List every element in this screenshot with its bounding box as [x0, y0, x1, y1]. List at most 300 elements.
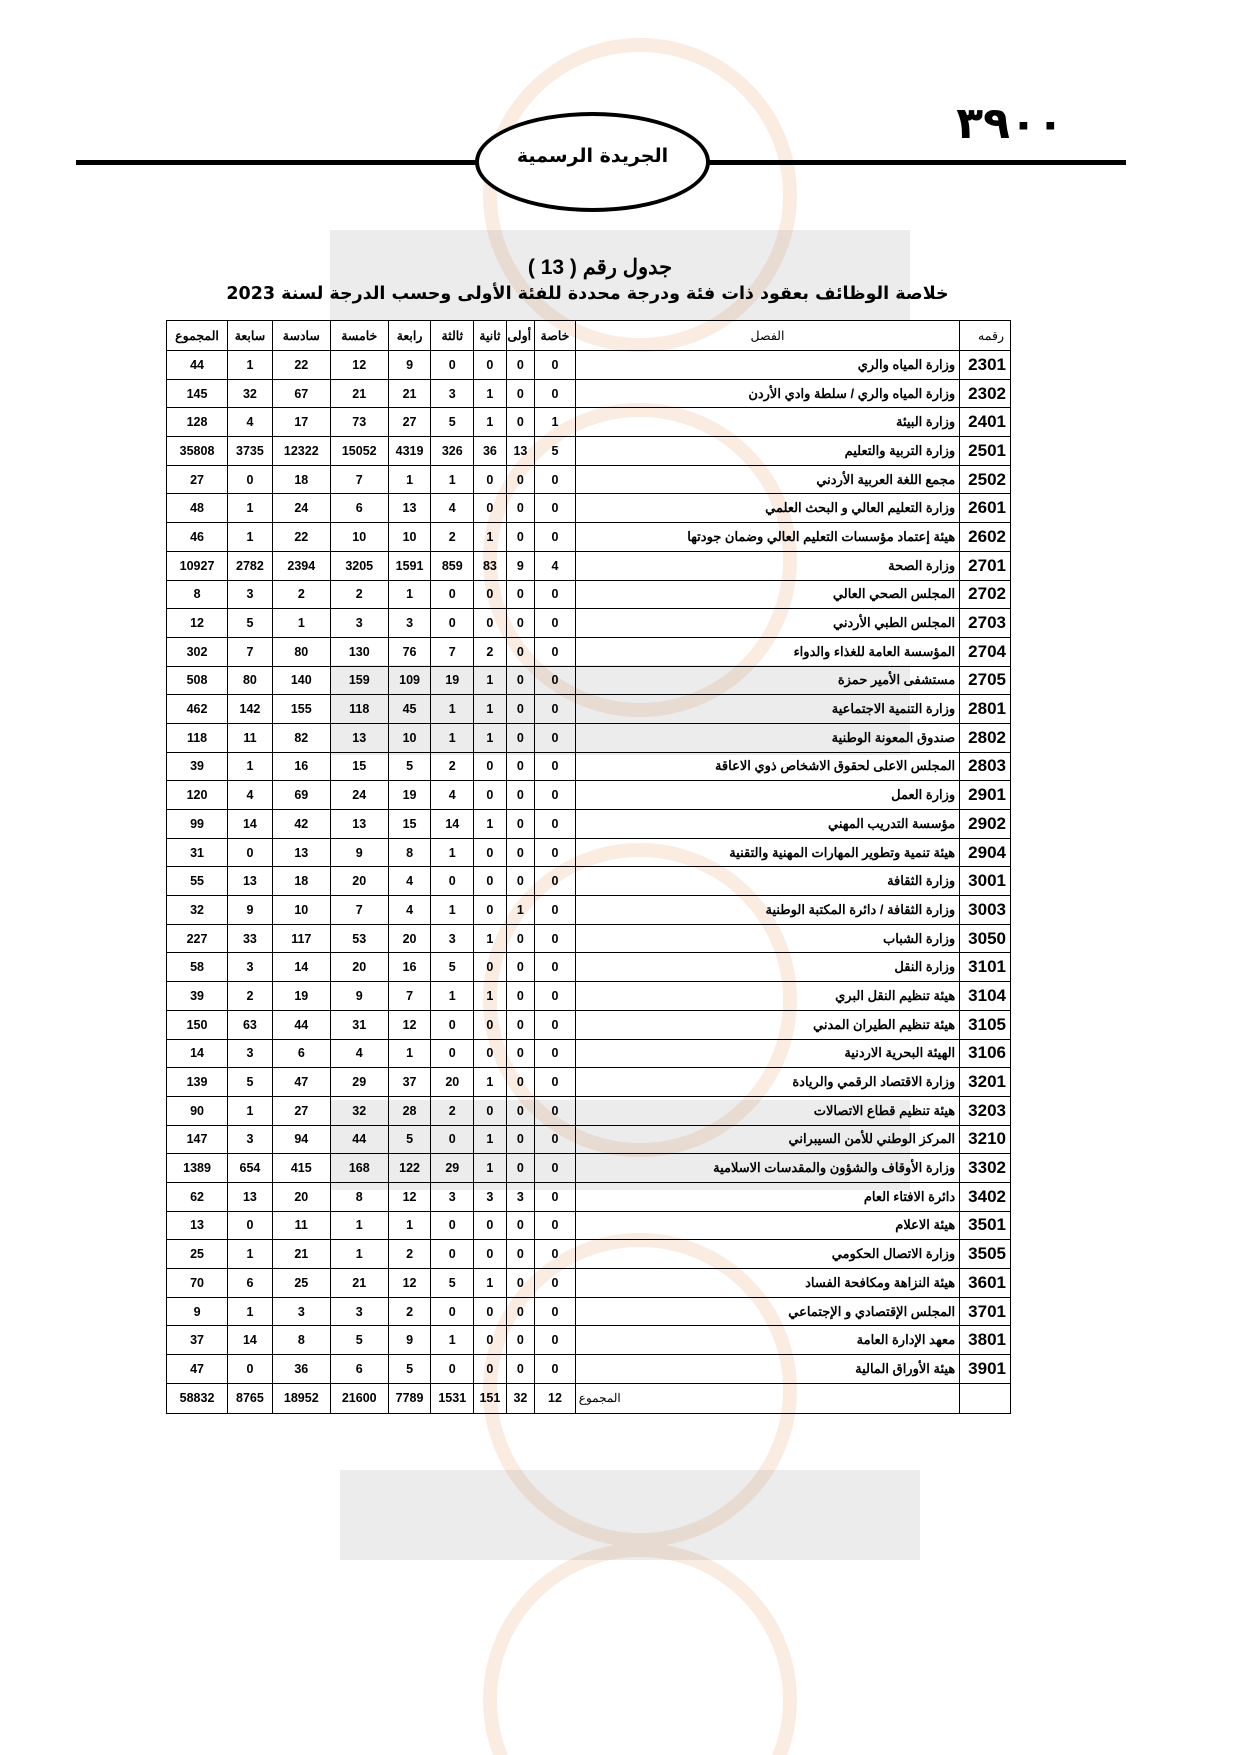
cell-second: 1 [474, 408, 507, 437]
cell-chapter-name: وزارة الصحة [575, 551, 959, 580]
table-row [167, 953, 1011, 982]
cell-first: 0 [506, 953, 534, 982]
cell-third: 0 [431, 1355, 474, 1384]
cell-fourth: 5 [388, 752, 431, 781]
cell-total: 10927 [167, 551, 228, 580]
cell-first: 0 [506, 1154, 534, 1183]
cell-total: 145 [167, 379, 228, 408]
cell-seventh: 1 [228, 351, 273, 380]
table-row [167, 1010, 1011, 1039]
cell-second: 1 [474, 924, 507, 953]
cell-second: 0 [474, 1096, 507, 1125]
cell-second: 1 [474, 379, 507, 408]
cell-special: 0 [535, 580, 576, 609]
cell-fourth: 2 [388, 1297, 431, 1326]
cell-seventh: 5 [228, 1068, 273, 1097]
cell-third: 5 [431, 1269, 474, 1298]
cell-third: 4 [431, 781, 474, 810]
cell-code: 3050 [960, 924, 1011, 953]
cell-code: 3201 [960, 1068, 1011, 1097]
cell-sixth: 82 [272, 723, 330, 752]
cell-code: 2301 [960, 351, 1011, 380]
cell-second: 0 [474, 1297, 507, 1326]
cell-special: 0 [535, 1240, 576, 1269]
cell-chapter-name: المؤسسة العامة للغذاء والدواء [575, 637, 959, 666]
cell-second: 1 [474, 523, 507, 552]
cell-fourth: 15 [388, 810, 431, 839]
cell-sixth: 117 [272, 924, 330, 953]
table-header-row [167, 321, 1011, 351]
cell-fourth: 3 [388, 609, 431, 638]
cell-fifth: 7 [330, 465, 388, 494]
cell-total: 9 [167, 1297, 228, 1326]
cell-first: 0 [506, 1326, 534, 1355]
cell-seventh: 7 [228, 637, 273, 666]
cell-total: 70 [167, 1269, 228, 1298]
cell-third: 5 [431, 953, 474, 982]
cell-sixth: 3 [272, 1297, 330, 1326]
cell-third: 3 [431, 379, 474, 408]
cell-third: 0 [431, 1125, 474, 1154]
cell-fifth: 21 [330, 1269, 388, 1298]
cell-chapter-name: المجلس الطبي الأردني [575, 609, 959, 638]
col-header-chapter: الفصل [575, 321, 959, 351]
cell-chapter-name: وزارة الشباب [575, 924, 959, 953]
cell-code: 2602 [960, 523, 1011, 552]
table-body [167, 351, 1011, 1414]
cell-sixth: 16 [272, 752, 330, 781]
cell-fourth: 1 [388, 1039, 431, 1068]
cell-sixth: 42 [272, 810, 330, 839]
cell-special: 0 [535, 637, 576, 666]
cell-special: 0 [535, 1326, 576, 1355]
cell-sixth: 67 [272, 379, 330, 408]
cell-fourth: 1 [388, 580, 431, 609]
cell-third: 859 [431, 551, 474, 580]
cell-total: 462 [167, 695, 228, 724]
cell-seventh: 0 [228, 838, 273, 867]
cell-second: 1 [474, 1068, 507, 1097]
table-row [167, 723, 1011, 752]
cell-total-second: 151 [474, 1383, 507, 1413]
cell-third: 1 [431, 896, 474, 925]
cell-seventh: 63 [228, 1010, 273, 1039]
cell-chapter-name: وزارة البيئة [575, 408, 959, 437]
cell-total-empty [960, 1383, 1011, 1413]
col-header-sixth: سادسة [272, 321, 330, 351]
cell-fifth: 159 [330, 666, 388, 695]
cell-special: 0 [535, 781, 576, 810]
cell-fifth: 4 [330, 1039, 388, 1068]
cell-total: 39 [167, 982, 228, 1011]
cell-special: 4 [535, 551, 576, 580]
cell-fourth: 8 [388, 838, 431, 867]
cell-seventh: 0 [228, 1211, 273, 1240]
col-header-fifth: خامسة [330, 321, 388, 351]
cell-fourth: 1 [388, 1211, 431, 1240]
cell-seventh: 14 [228, 1326, 273, 1355]
cell-fifth: 20 [330, 953, 388, 982]
cell-first: 0 [506, 609, 534, 638]
cell-sixth: 22 [272, 351, 330, 380]
cell-first: 0 [506, 379, 534, 408]
cell-total: 302 [167, 637, 228, 666]
cell-second: 0 [474, 609, 507, 638]
cell-fourth: 9 [388, 1326, 431, 1355]
cell-code: 3601 [960, 1269, 1011, 1298]
cell-fifth: 20 [330, 867, 388, 896]
col-header-special: خاصة [535, 321, 576, 351]
cell-fifth: 130 [330, 637, 388, 666]
table-row [167, 1211, 1011, 1240]
cell-special: 0 [535, 810, 576, 839]
cell-total: 120 [167, 781, 228, 810]
cell-third: 1 [431, 723, 474, 752]
cell-first: 0 [506, 666, 534, 695]
cell-total: 58 [167, 953, 228, 982]
cell-code: 2704 [960, 637, 1011, 666]
cell-sixth: 44 [272, 1010, 330, 1039]
cell-first: 0 [506, 982, 534, 1011]
cell-total: 1389 [167, 1154, 228, 1183]
cell-fourth: 10 [388, 523, 431, 552]
cell-sixth: 13 [272, 838, 330, 867]
cell-fifth: 15 [330, 752, 388, 781]
cell-seventh: 33 [228, 924, 273, 953]
cell-second: 0 [474, 1211, 507, 1240]
cell-fourth: 20 [388, 924, 431, 953]
cell-fifth: 15052 [330, 437, 388, 466]
table-row [167, 1039, 1011, 1068]
cell-second: 0 [474, 1039, 507, 1068]
cell-fourth: 28 [388, 1096, 431, 1125]
cell-total-seventh: 8765 [228, 1383, 273, 1413]
cell-code: 2802 [960, 723, 1011, 752]
cell-seventh: 5 [228, 609, 273, 638]
cell-chapter-name: هيئة تنظيم النقل البري [575, 982, 959, 1011]
table-row [167, 1096, 1011, 1125]
cell-seventh: 1 [228, 1240, 273, 1269]
cell-second: 1 [474, 1125, 507, 1154]
table-total-row [167, 1383, 1011, 1413]
cell-third: 1 [431, 695, 474, 724]
cell-seventh: 2 [228, 982, 273, 1011]
cell-total-first: 32 [506, 1383, 534, 1413]
cell-second: 1 [474, 1154, 507, 1183]
cell-fifth: 13 [330, 723, 388, 752]
cell-special: 0 [535, 666, 576, 695]
cell-third: 0 [431, 580, 474, 609]
cell-first: 0 [506, 494, 534, 523]
cell-second: 0 [474, 896, 507, 925]
cell-fifth: 1 [330, 1211, 388, 1240]
cell-third: 0 [431, 1240, 474, 1269]
cell-total: 508 [167, 666, 228, 695]
cell-total: 62 [167, 1182, 228, 1211]
cell-special: 0 [535, 723, 576, 752]
cell-fourth: 4 [388, 867, 431, 896]
cell-chapter-name: المجلس الصحي العالي [575, 580, 959, 609]
table-row [167, 408, 1011, 437]
cell-third: 2 [431, 752, 474, 781]
cell-total: 31 [167, 838, 228, 867]
cell-second: 36 [474, 437, 507, 466]
cell-fifth: 10 [330, 523, 388, 552]
cell-special: 5 [535, 437, 576, 466]
cell-code: 3402 [960, 1182, 1011, 1211]
cell-special: 0 [535, 695, 576, 724]
cell-special: 0 [535, 1125, 576, 1154]
cell-chapter-name: وزارة العمل [575, 781, 959, 810]
cell-special: 0 [535, 523, 576, 552]
cell-total: 37 [167, 1326, 228, 1355]
cell-first: 1 [506, 896, 534, 925]
cell-sixth: 22 [272, 523, 330, 552]
cell-special: 0 [535, 953, 576, 982]
table-row [167, 465, 1011, 494]
cell-code: 3105 [960, 1010, 1011, 1039]
cell-special: 0 [535, 351, 576, 380]
cell-fifth: 21 [330, 379, 388, 408]
cell-third: 2 [431, 523, 474, 552]
cell-chapter-name: صندوق المعونة الوطنية [575, 723, 959, 752]
cell-fourth: 12 [388, 1269, 431, 1298]
cell-total: 39 [167, 752, 228, 781]
cell-total: 147 [167, 1125, 228, 1154]
cell-total: 139 [167, 1068, 228, 1097]
cell-second: 0 [474, 867, 507, 896]
cell-code: 2703 [960, 609, 1011, 638]
table-row [167, 1182, 1011, 1211]
table-row [167, 924, 1011, 953]
cell-code: 3505 [960, 1240, 1011, 1269]
cell-sixth: 27 [272, 1096, 330, 1125]
cell-sixth: 12322 [272, 437, 330, 466]
cell-seventh: 1 [228, 494, 273, 523]
cell-first: 9 [506, 551, 534, 580]
cell-total: 128 [167, 408, 228, 437]
cell-seventh: 2782 [228, 551, 273, 580]
cell-sixth: 25 [272, 1269, 330, 1298]
cell-total: 46 [167, 523, 228, 552]
cell-code: 3302 [960, 1154, 1011, 1183]
cell-second: 0 [474, 1240, 507, 1269]
cell-sixth: 24 [272, 494, 330, 523]
cell-fifth: 8 [330, 1182, 388, 1211]
cell-seventh: 1 [228, 752, 273, 781]
cell-special: 0 [535, 1154, 576, 1183]
cell-second: 0 [474, 1355, 507, 1384]
cell-code: 3104 [960, 982, 1011, 1011]
table-row [167, 838, 1011, 867]
cell-sixth: 21 [272, 1240, 330, 1269]
cell-code: 3210 [960, 1125, 1011, 1154]
gazette-title-oval [475, 112, 710, 212]
cell-first: 0 [506, 867, 534, 896]
cell-special: 0 [535, 867, 576, 896]
cell-fifth: 12 [330, 351, 388, 380]
cell-third: 0 [431, 1039, 474, 1068]
cell-fourth: 1591 [388, 551, 431, 580]
cell-chapter-name: مؤسسة التدريب المهني [575, 810, 959, 839]
cell-first: 0 [506, 351, 534, 380]
cell-special: 0 [535, 494, 576, 523]
cell-third: 1 [431, 982, 474, 1011]
cell-second: 0 [474, 580, 507, 609]
cell-special: 0 [535, 1010, 576, 1039]
cell-sixth: 2 [272, 580, 330, 609]
cell-code: 3101 [960, 953, 1011, 982]
cell-second: 1 [474, 982, 507, 1011]
cell-fifth: 6 [330, 1355, 388, 1384]
cell-special: 0 [535, 1211, 576, 1240]
cell-chapter-name: وزارة الاقتصاد الرقمي والريادة [575, 1068, 959, 1097]
cell-total-sixth: 18952 [272, 1383, 330, 1413]
cell-code: 2901 [960, 781, 1011, 810]
cell-special: 0 [535, 924, 576, 953]
cell-code: 3106 [960, 1039, 1011, 1068]
cell-third: 29 [431, 1154, 474, 1183]
cell-chapter-name: هيئة إعتماد مؤسسات التعليم العالي وضمان جودتها [575, 523, 959, 552]
col-header-second: ثانية [474, 321, 507, 351]
cell-sixth: 19 [272, 982, 330, 1011]
cell-fifth: 2 [330, 580, 388, 609]
cell-sixth: 10 [272, 896, 330, 925]
cell-special: 0 [535, 1039, 576, 1068]
cell-chapter-name: وزارة المياه والري / سلطة وادي الأردن [575, 379, 959, 408]
cell-code: 3701 [960, 1297, 1011, 1326]
cell-third: 0 [431, 867, 474, 896]
cell-third: 1 [431, 465, 474, 494]
cell-seventh: 0 [228, 465, 273, 494]
cell-special: 0 [535, 838, 576, 867]
col-header-fourth: رابعة [388, 321, 431, 351]
cell-fourth: 5 [388, 1125, 431, 1154]
col-header-first: أولى [506, 321, 534, 351]
cell-second: 2 [474, 637, 507, 666]
cell-fifth: 32 [330, 1096, 388, 1125]
cell-fifth: 24 [330, 781, 388, 810]
cell-code: 2904 [960, 838, 1011, 867]
cell-total: 32 [167, 896, 228, 925]
cell-seventh: 13 [228, 867, 273, 896]
cell-seventh: 80 [228, 666, 273, 695]
cell-first: 0 [506, 723, 534, 752]
cell-second: 83 [474, 551, 507, 580]
table-row [167, 1068, 1011, 1097]
cell-sixth: 17 [272, 408, 330, 437]
cell-total: 48 [167, 494, 228, 523]
cell-second: 0 [474, 953, 507, 982]
cell-first: 0 [506, 838, 534, 867]
cell-seventh: 13 [228, 1182, 273, 1211]
cell-total: 227 [167, 924, 228, 953]
cell-seventh: 14 [228, 810, 273, 839]
cell-total: 55 [167, 867, 228, 896]
cell-fourth: 12 [388, 1010, 431, 1039]
cell-third: 0 [431, 1297, 474, 1326]
cell-fourth: 16 [388, 953, 431, 982]
table-row [167, 1125, 1011, 1154]
cell-fourth: 2 [388, 1240, 431, 1269]
cell-first: 0 [506, 1269, 534, 1298]
cell-chapter-name: وزارة التعليم العالي و البحث العلمي [575, 494, 959, 523]
cell-sixth: 18 [272, 465, 330, 494]
cell-fifth: 3 [330, 609, 388, 638]
cell-fifth: 5 [330, 1326, 388, 1355]
cell-sixth: 20 [272, 1182, 330, 1211]
cell-fourth: 7 [388, 982, 431, 1011]
cell-total: 99 [167, 810, 228, 839]
cell-sixth: 69 [272, 781, 330, 810]
cell-seventh: 654 [228, 1154, 273, 1183]
cell-second: 0 [474, 781, 507, 810]
page-number: ٣٩٠٠ [956, 98, 1064, 149]
cell-seventh: 11 [228, 723, 273, 752]
cell-sixth: 14 [272, 953, 330, 982]
cell-third: 1 [431, 1326, 474, 1355]
cell-first: 0 [506, 1039, 534, 1068]
cell-code: 3901 [960, 1355, 1011, 1384]
cell-total: 27 [167, 465, 228, 494]
table-row [167, 982, 1011, 1011]
cell-third: 326 [431, 437, 474, 466]
col-header-code: رقمه [960, 321, 1011, 351]
cell-seventh: 32 [228, 379, 273, 408]
table-row [167, 609, 1011, 638]
cell-seventh: 4 [228, 408, 273, 437]
cell-seventh: 142 [228, 695, 273, 724]
table-row [167, 437, 1011, 466]
cell-second: 1 [474, 1269, 507, 1298]
cell-total-label: المجموع [575, 1383, 959, 1413]
cell-fifth: 118 [330, 695, 388, 724]
cell-chapter-name: مستشفى الأمير حمزة [575, 666, 959, 695]
table-row [167, 1269, 1011, 1298]
cell-chapter-name: هيئة تنمية وتطوير المهارات المهنية والتقنية [575, 838, 959, 867]
cell-fifth: 44 [330, 1125, 388, 1154]
cell-code: 2801 [960, 695, 1011, 724]
cell-sixth: 415 [272, 1154, 330, 1183]
cell-sixth: 11 [272, 1211, 330, 1240]
cell-code: 3203 [960, 1096, 1011, 1125]
cell-chapter-name: معهد الإدارة العامة [575, 1326, 959, 1355]
cell-second: 0 [474, 1326, 507, 1355]
cell-fourth: 109 [388, 666, 431, 695]
cell-total: 13 [167, 1211, 228, 1240]
cell-sixth: 47 [272, 1068, 330, 1097]
cell-fifth: 9 [330, 838, 388, 867]
col-header-seventh: سابعة [228, 321, 273, 351]
cell-fourth: 45 [388, 695, 431, 724]
cell-chapter-name: هيئة الأوراق المالية [575, 1355, 959, 1384]
cell-first: 0 [506, 1211, 534, 1240]
table-row [167, 551, 1011, 580]
cell-fourth: 9 [388, 351, 431, 380]
cell-seventh: 3735 [228, 437, 273, 466]
cell-first: 0 [506, 523, 534, 552]
cell-special: 0 [535, 609, 576, 638]
cell-code: 2705 [960, 666, 1011, 695]
cell-third: 14 [431, 810, 474, 839]
cell-total-fifth: 21600 [330, 1383, 388, 1413]
cell-third: 3 [431, 1182, 474, 1211]
cell-code: 2601 [960, 494, 1011, 523]
cell-fourth: 10 [388, 723, 431, 752]
cell-special: 0 [535, 752, 576, 781]
table-row [167, 695, 1011, 724]
cell-chapter-name: وزارة التربية والتعليم [575, 437, 959, 466]
